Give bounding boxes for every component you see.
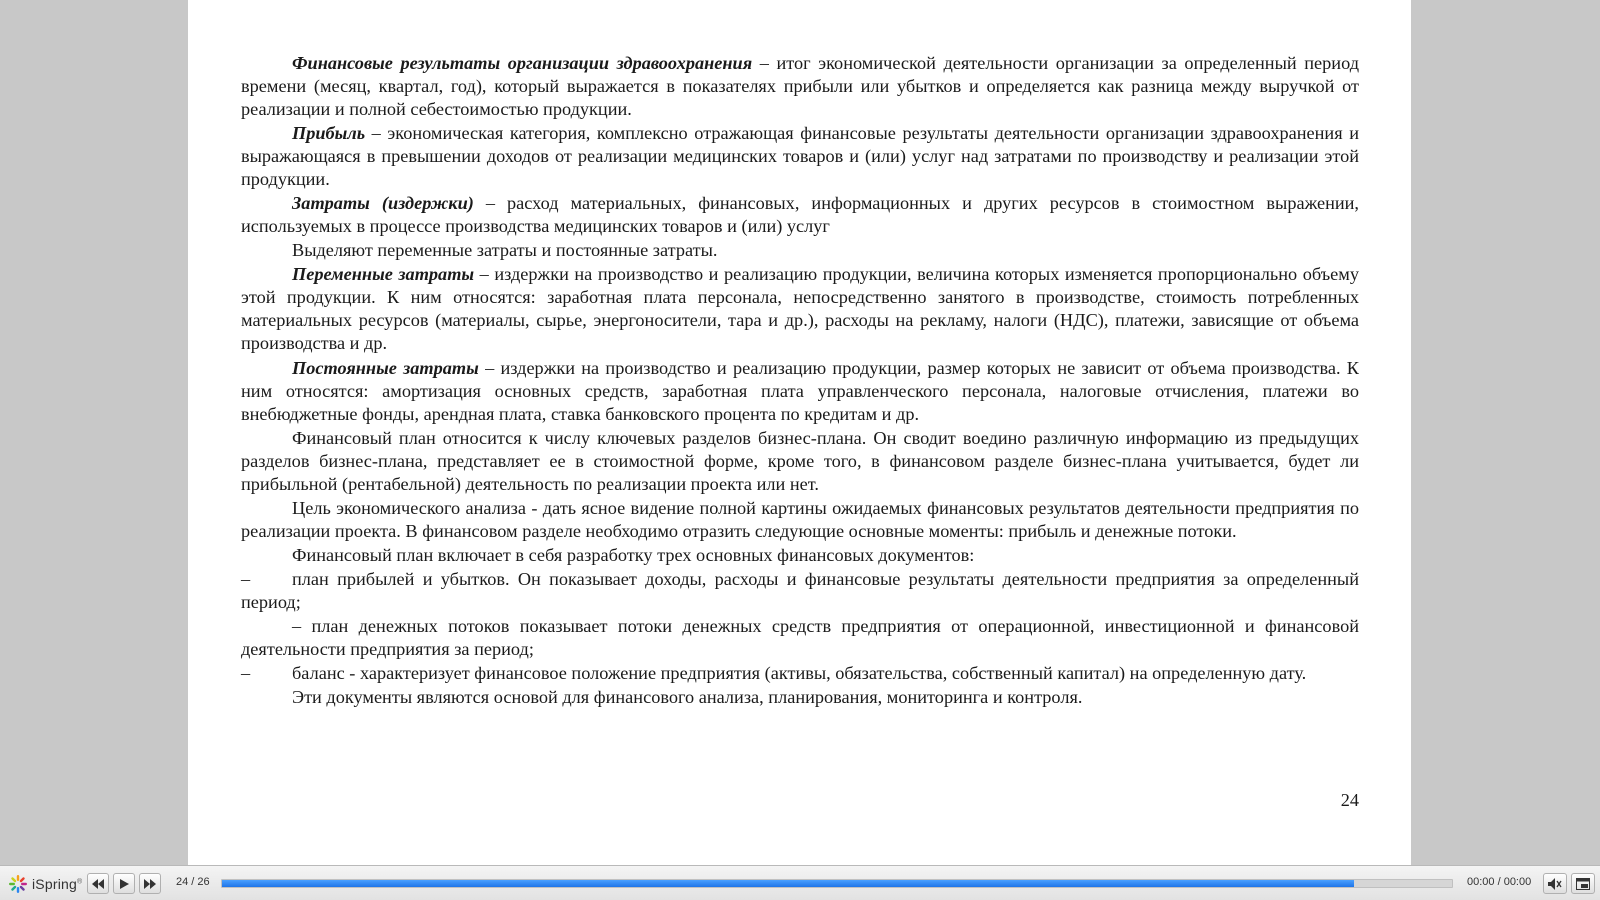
paragraph xyxy=(241,52,1359,121)
ispring-logo-icon xyxy=(8,874,28,894)
playback-time: 00:00 / 00:00 xyxy=(1467,876,1532,888)
paragraph-text: Выделяют переменные затраты и постоянные затраты. xyxy=(292,240,718,260)
paragraph-term: Постоянные затраты xyxy=(292,358,479,378)
rewind-icon xyxy=(92,879,104,889)
paragraph xyxy=(241,357,1359,426)
paragraph-text: – итог экономической деятельности организации за определенный период времени (месяц, квартал, год), который выражается в показателях прибыли или убытков и определяется как разница между выручкой от реализации и полной себестоимостью продукции. xyxy=(241,53,1359,119)
paragraph-text: – издержки на производство и реализацию продукции, размер которых не зависит от объема производства. К ним относятся: амортизация основных средств, заработная плата управленческого персонала, налоговые отчисления, платежи во внебюджетные фонды, арендная плата, ставка банковского процента по кредитам и др. xyxy=(241,358,1359,424)
paragraph-text: Эти документы являются основой для финансового анализа, планирования, мониторинга и контроля. xyxy=(292,687,1083,707)
paragraph-text: Финансовый план включает в себя разработку трех основных финансовых документов: xyxy=(292,545,975,565)
paragraph-term: Переменные затраты xyxy=(292,264,475,284)
paragraph xyxy=(241,497,1359,543)
document-page xyxy=(188,0,1411,865)
paragraph-text: – экономическая категория, комплексно отражающая финансовые результаты деятельности организации здравоохранения и выражающаяся в превышении доходов от реализации медицинских товаров и (или) услуг над затратами по производству и реализации этой продукции. xyxy=(241,123,1359,189)
page-content xyxy=(241,52,1359,709)
paragraph-text: Цель экономического анализа - дать ясное видение полной картины ожидаемых финансовых результатов деятельности предприятия по реализации проекта. В финансовом разделе необходимо отразить следующие основные моменты: прибыль и денежные потоки. xyxy=(241,498,1359,541)
list-item-text: план прибылей и убытков. Он показывает доходы, расходы и финансовые результаты деятельности предприятия за определенный период; xyxy=(241,569,1359,612)
paragraph-term: Затраты (издержки) xyxy=(292,193,474,213)
speaker-muted-icon xyxy=(1548,878,1562,890)
closing-paragraph xyxy=(241,686,1359,709)
volume-button[interactable] xyxy=(1543,873,1567,894)
logo-text: iSpring® xyxy=(32,876,83,892)
ispring-logo[interactable] xyxy=(8,874,82,894)
player-toolbar xyxy=(0,865,1600,900)
fullscreen-icon xyxy=(1576,878,1590,890)
fullscreen-button[interactable] xyxy=(1571,873,1595,894)
fast-forward-icon xyxy=(144,879,156,889)
play-button[interactable] xyxy=(113,873,135,894)
paragraph-term: Прибыль xyxy=(292,123,366,143)
list-item-text: – план денежных потоков показывает потоки денежных средств предприятия от операционной, инвестиционной и финансовой деятельности предприятия за период; xyxy=(241,616,1359,659)
paragraph xyxy=(241,192,1359,238)
list-item xyxy=(241,568,1359,614)
list-item-text: баланс - характеризует финансовое положение предприятия (активы, обязательства, собственный капитал) на определенную дату. xyxy=(292,663,1307,683)
paragraph xyxy=(241,122,1359,191)
list-bullet: – xyxy=(241,663,251,683)
paragraph-text: Финансовый план относится к числу ключевых разделов бизнес-плана. Он сводит воедино различную информацию из предыдущих разделов бизнес-плана, представляет ее в стоимостной форме, кроме того, в финансовом разделе бизнес-плана учитывается, будет ли прибыльной (рентабельной) деятельность по реализации проекта или нет. xyxy=(241,428,1359,494)
play-icon xyxy=(120,879,129,889)
list-item xyxy=(241,615,1359,661)
progress-fill xyxy=(222,880,1354,887)
paragraph xyxy=(241,427,1359,496)
progress-bar[interactable] xyxy=(221,879,1453,888)
slide-counter: 24 / 26 xyxy=(176,876,210,888)
paragraph xyxy=(241,544,1359,567)
list-bullet: – xyxy=(241,569,251,589)
paragraph-text: – издержки на производство и реализацию продукции, величина которых изменяется пропорционально объему этой продукции. К ним относятся: заработная плата персонала, непосредственно занятого в производстве, стоимость потребленных материальных ресурсов (материалы, сырье, энергоносители, тара и др.), расходы на рекламу, налоги (НДС), платежи, зависящие от объема производства и др. xyxy=(241,264,1359,353)
paragraph-term: Финансовые результаты организации здравоохранения xyxy=(292,53,753,73)
page-number: 24 xyxy=(1340,790,1359,810)
paragraph-text: – расход материальных, финансовых, информационных и других ресурсов в стоимостном выражении, используемых в процессе производства медицинских товаров и (или) услуг xyxy=(241,193,1360,236)
list-item xyxy=(241,662,1359,685)
paragraph xyxy=(241,239,1359,262)
previous-slide-button[interactable] xyxy=(87,873,109,894)
next-slide-button[interactable] xyxy=(139,873,161,894)
paragraph xyxy=(241,263,1359,355)
